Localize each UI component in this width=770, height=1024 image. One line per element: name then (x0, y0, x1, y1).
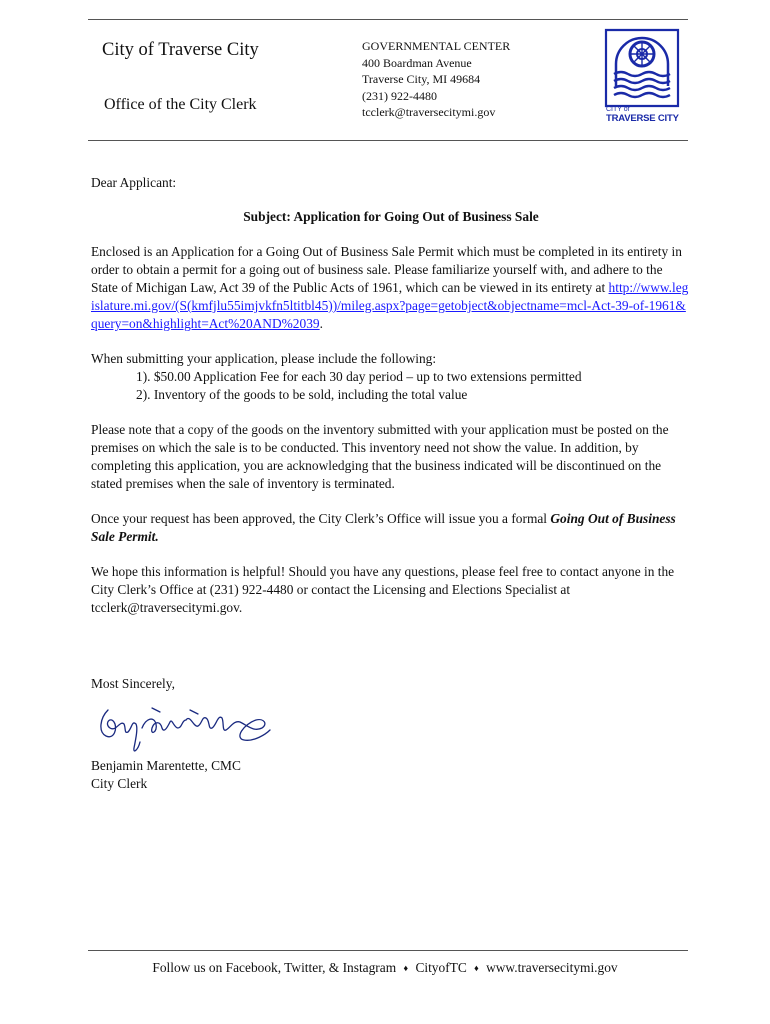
department-name: Office of the City Clerk (104, 96, 257, 113)
address-block (362, 38, 510, 121)
signer-block (91, 757, 241, 793)
logo-caption-small: CITY of (606, 106, 630, 113)
header-bottom-rule (88, 140, 688, 141)
logo-caption (606, 106, 679, 124)
subject-line: Subject: Application for Going Out of Business Sale (243, 209, 539, 224)
list-item: 2). Inventory of the goods to be sold, including the total value (136, 387, 468, 402)
header-top-rule (88, 19, 688, 20)
greeting: Dear Applicant: (91, 175, 177, 190)
organization-name: City of Traverse City (102, 40, 259, 60)
signature (94, 698, 274, 756)
footer-rule (88, 950, 688, 951)
phone-number: (231) 922-4480 (362, 88, 437, 103)
address-line: GOVERNMENTAL CENTER (362, 39, 511, 53)
diamond-separator-icon: ♦ (474, 963, 479, 973)
intro-end: . (319, 316, 323, 331)
law-link[interactable]: http://www.legislature.mi.gov/(S(kmfjlu55imjvkfn5ltitbl45))/mileg.aspx?page=getobject&objectname=mcl-Act-39-of-1961&query=on&highlight=Act%20AND%2039 (91, 280, 689, 331)
signer-title: City Clerk (91, 776, 148, 791)
intro-paragraph (91, 243, 691, 333)
contact-paragraph: We hope this information is helpful! Should you have any questions, please feel free to contact anyone in the City Clerk’s Office at (231) 922-4480 or contact the Licensing and Elections Specialist at tcclerk@traversecitymi.gov. (91, 564, 675, 615)
signer-name: Benjamin Marentette, CMC (91, 758, 241, 773)
email-address: tcclerk@traversecitymi.gov (362, 105, 496, 120)
approval-text: Once your request has been approved, the City Clerk’s Office will issue you a formal (91, 511, 551, 526)
footer-website[interactable]: www.traversecitymi.gov (486, 960, 618, 975)
address-line: 400 Boardman Avenue (362, 55, 472, 70)
diamond-separator-icon: ♦ (403, 963, 409, 973)
list-intro: When submitting your application, please include the following: (91, 351, 437, 366)
permit-name: Going Out of Business Sale Permit. (91, 511, 676, 544)
inventory-note: Please note that a copy of the goods on the inventory submitted with your application must be posted on the premises on which the sale is to be conducted. This inventory need not show the value. In addition, by completing this application, you are acknowledging that the business indicated will be discontinued on the stated premises when the sale of inventory is terminated. (91, 422, 669, 491)
footer-social-text: Follow us on Facebook, Twitter, & Instagram (152, 960, 397, 975)
letter-body (91, 174, 691, 634)
intro-text: Enclosed is an Application for a Going Out of Business Sale Permit which must be completed in its entirety in order to obtain a permit for a going out of business sale. Please familiarize yourself with, and adhere to the State of Michigan Law, Act 39 of the Public Acts of 1961, which can be viewed in its entirety at (91, 244, 682, 295)
address-line: Traverse City, MI 49684 (362, 72, 481, 87)
logo-caption-city: TRAVERSE CITY (606, 113, 679, 124)
footer-handle: CityofTC (415, 960, 467, 975)
footer (0, 960, 770, 976)
list-item: 1). $50.00 Application Fee for each 30 day period – up to two extensions permitted (136, 369, 582, 384)
approval-paragraph (91, 510, 691, 546)
closing: Most Sincerely, (91, 676, 175, 691)
